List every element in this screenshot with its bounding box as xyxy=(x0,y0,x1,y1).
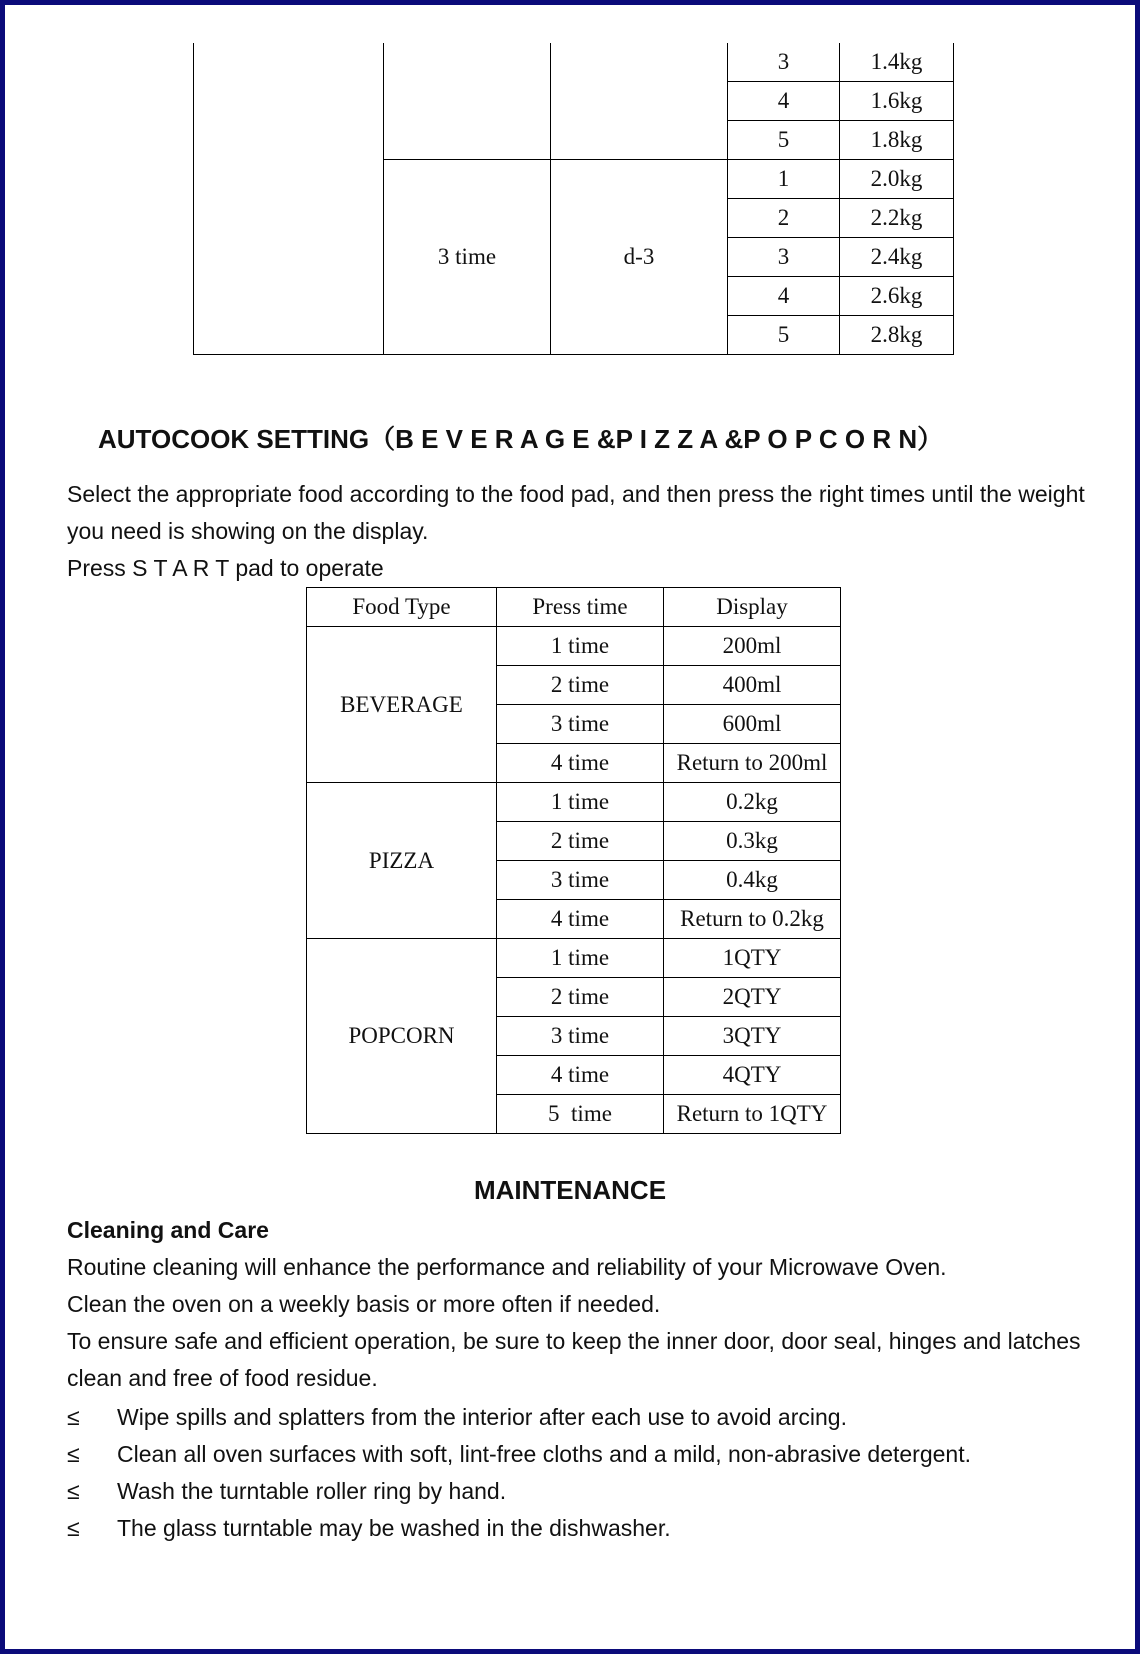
display-cell: 1QTY xyxy=(664,939,841,978)
empty-food-cell xyxy=(194,43,384,355)
press-cell: 3 time xyxy=(497,705,664,744)
press-start-instruction: Press S T A R T pad to operate xyxy=(67,555,384,581)
press-cell: 5 time xyxy=(497,1095,664,1134)
display-cell: 0.2kg xyxy=(664,783,841,822)
list-item xyxy=(67,1439,971,1469)
press-cell: 1 time xyxy=(497,627,664,666)
header-display: Display xyxy=(664,588,841,627)
weight-cell: 2.0kg xyxy=(840,160,954,199)
press-cell: 1 time xyxy=(497,783,664,822)
weight-cell: 1.8kg xyxy=(840,121,954,160)
food-type-cell: PIZZA xyxy=(307,783,497,939)
defrost-weight-table-continued xyxy=(193,43,954,355)
bullet-text: Clean all oven surfaces with soft, lint-free cloths and a mild, non-abrasive detergent. xyxy=(117,1441,971,1467)
maintenance-paragraph-1: Routine cleaning will enhance the performance and reliability of your Microwave Oven. xyxy=(67,1254,947,1280)
bullet-glyph: ≤ xyxy=(67,1515,80,1541)
list-item xyxy=(67,1402,847,1432)
press-cell: 3 time xyxy=(497,861,664,900)
list-item xyxy=(67,1476,506,1506)
display-cell: 2QTY xyxy=(664,978,841,1017)
count-cell: 1 xyxy=(728,160,840,199)
food-type-cell: POPCORN xyxy=(307,939,497,1134)
table-row xyxy=(307,627,841,666)
press-cell: 4 time xyxy=(497,744,664,783)
empty-press-cell xyxy=(384,43,551,160)
count-cell: 4 xyxy=(728,277,840,316)
press-cell: 3 time xyxy=(497,1017,664,1056)
bullet-glyph: ≤ xyxy=(67,1404,80,1430)
bullet-glyph: ≤ xyxy=(67,1441,80,1467)
count-cell: 4 xyxy=(728,82,840,121)
count-cell: 3 xyxy=(728,43,840,82)
weight-cell: 1.4kg xyxy=(840,43,954,82)
bullet-text: Wipe spills and splatters from the interior after each use to avoid arcing. xyxy=(117,1404,847,1430)
display-cell: Return to 0.2kg xyxy=(664,900,841,939)
weight-cell: 2.4kg xyxy=(840,238,954,277)
display-cell: 3QTY xyxy=(664,1017,841,1056)
display-cell: 600ml xyxy=(664,705,841,744)
table-row xyxy=(307,939,841,978)
maintenance-paragraph-2: Clean the oven on a weekly basis or more often if needed. xyxy=(67,1291,661,1317)
table-header-row xyxy=(307,588,841,627)
display-cell: 0.3kg xyxy=(664,822,841,861)
display-cell: 0.4kg xyxy=(664,861,841,900)
weight-cell: 2.2kg xyxy=(840,199,954,238)
press-cell: 2 time xyxy=(497,822,664,861)
bullet-text: The glass turntable may be washed in the dishwasher. xyxy=(117,1515,671,1541)
autocook-intro: Select the appropriate food according to the food pad, and then press the right times until the weight you need is showing on the display. xyxy=(67,481,1085,544)
table-row xyxy=(307,783,841,822)
autocook-heading: AUTOCOOK SETTING（B E V E R A G E &P I Z Z A &P O P C O R N） xyxy=(98,424,944,454)
list-item xyxy=(67,1513,671,1543)
cleaning-care-subheading: Cleaning and Care xyxy=(67,1217,269,1243)
press-cell: 4 time xyxy=(497,1056,664,1095)
autocook-table xyxy=(306,587,841,1134)
press-time-cell: 3 time xyxy=(384,160,551,355)
bullet-text: Wash the turntable roller ring by hand. xyxy=(117,1478,507,1504)
count-cell: 5 xyxy=(728,316,840,355)
maintenance-paragraph-3: To ensure safe and efficient operation, be sure to keep the inner door, door seal, hinges and latches clean and free of food residue. xyxy=(67,1328,1081,1391)
food-type-cell: BEVERAGE xyxy=(307,627,497,783)
press-cell: 4 time xyxy=(497,900,664,939)
press-cell: 1 time xyxy=(497,939,664,978)
display-cell: Return to 200ml xyxy=(664,744,841,783)
display-code-cell: d-3 xyxy=(551,160,728,355)
display-cell: 4QTY xyxy=(664,1056,841,1095)
count-cell: 2 xyxy=(728,199,840,238)
display-cell: 200ml xyxy=(664,627,841,666)
weight-cell: 2.6kg xyxy=(840,277,954,316)
display-cell: 400ml xyxy=(664,666,841,705)
display-cell: Return to 1QTY xyxy=(664,1095,841,1134)
bullet-glyph: ≤ xyxy=(67,1478,80,1504)
header-food-type: Food Type xyxy=(307,588,497,627)
count-cell: 3 xyxy=(728,238,840,277)
press-cell: 2 time xyxy=(497,978,664,1017)
maintenance-heading: MAINTENANCE xyxy=(473,1175,667,1205)
empty-display-cell xyxy=(551,43,728,160)
press-cell: 2 time xyxy=(497,666,664,705)
count-cell: 5 xyxy=(728,121,840,160)
weight-cell: 1.6kg xyxy=(840,82,954,121)
table-row xyxy=(194,43,954,82)
weight-cell: 2.8kg xyxy=(840,316,954,355)
header-press-time: Press time xyxy=(497,588,664,627)
